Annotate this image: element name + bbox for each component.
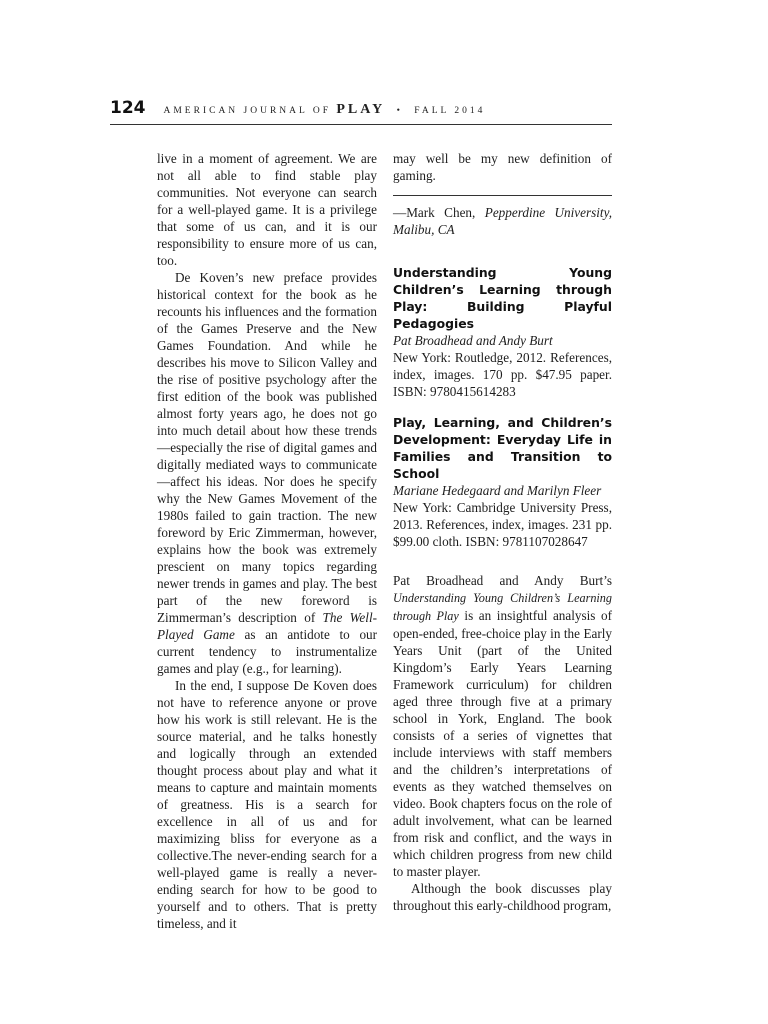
reviewer-affiliation: Pepperdine University, Malibu, CA xyxy=(393,205,612,237)
book-title: Understanding Young Children’s Learning through Play: Building Playful Pedagogies xyxy=(393,265,612,331)
running-head xyxy=(110,98,612,125)
page-number: 124 xyxy=(110,98,146,118)
book-publication: New York: Cambridge University Press, 2013. References, index, images. 231 pp. $99.00 cloth. ISBN: 9781107028647 xyxy=(393,500,612,549)
reviewed-title-reference: Understanding Young Children’s Learning through Play xyxy=(393,591,612,623)
paragraph-1: live in a moment of agreement. We are not all able to find stable play communities. Not everyone can search for a well-played game. It is a privilege that some of us can, and it is our responsibility to ensure more of us can, too. xyxy=(157,151,377,268)
paragraph-2 xyxy=(157,269,377,677)
header-separator: • xyxy=(396,106,403,116)
paragraph-2-end: as an antidote to our current tendency to instrumentalize games and play (e.g., for learning). xyxy=(157,627,378,676)
review-paragraph-2: Although the book discusses play throughout this early-childhood program, xyxy=(393,881,612,913)
book-title-reference: The Well-Played Game xyxy=(157,610,377,642)
continuation-line: may well be my new definition of gaming. xyxy=(393,151,612,183)
reviewer-name: —Mark Chen, xyxy=(393,205,476,220)
left-column xyxy=(157,150,377,932)
issue-date: FALL 2014 xyxy=(414,106,486,116)
review-body xyxy=(393,572,612,914)
paragraph-3: In the end, I suppose De Koven does not have to reference anyone or prove how his work is still relevant. He is the source material, and he talks honestly and logically through an extended thought process about play and what it means to capture and maintain moments of greatness. His is a search for excellence in all of us and for maximizing bliss for everyone as a collective.The never-ending search for a well-played game is really a never-ending search for how to be good to yourself and to others. That is pretty timeless, and it xyxy=(157,678,377,931)
book-entry-1 xyxy=(393,264,612,400)
review-p1-start: Pat Broadhead and Andy Burt’s xyxy=(393,573,612,588)
journal-title xyxy=(164,102,486,118)
journal-prefix: AMERICAN JOURNAL OF xyxy=(163,106,331,116)
book-authors: Mariane Hedegaard and Marilyn Fleer xyxy=(393,483,602,498)
review-p1-end: is an insightful analysis of open-ended, free-choice play in the Early Years Unit (part of the United Kingdom’s Early Years Learning Framework curriculum) for children aged three through five at a primary school in York, England. The book consists of a series of vignettes that include interviews with staff members and the children’s interpretations of events as they watched themselves on video. Book chapters focus on the role of adult involvement, what can be learned from risk and conflict, and the ways in which children progress from new child to master player. xyxy=(393,608,612,879)
divider xyxy=(393,195,612,196)
book-publication: New York: Routledge, 2012. References, index, images. 170 pp. $47.95 paper. ISBN: 9780415614283 xyxy=(393,350,612,399)
paragraph-2-text: De Koven’s new preface provides historical context for the book as he recounts his influences and the formation of the Games Preserve and the New Games Foundation. And while he describes his move to Silicon Valley and the rise of positive psychology after the first edition of the book was published almost forty years ago, he does not go into much detail about how these trends—especially the rise of digital games and digitally mediated ways to communicate—affect his ideas. Nor does he specify why the New Games Movement of the 1980s failed to gain traction. The new foreword by Eric Zimmerman, however, explains how the book was extremely prescient on many topics regarding newer trends in games and play. The best part of the new foreword is Zimmerman’s description of xyxy=(157,270,377,625)
reviewer-attribution xyxy=(393,204,612,238)
book-title: Play, Learning, and Children’s Development: Everyday Life in Families and Transition to School xyxy=(393,415,612,481)
right-column xyxy=(393,150,612,914)
journal-emph: PLAY xyxy=(336,102,386,117)
review-paragraph-1 xyxy=(393,572,612,880)
book-authors: Pat Broadhead and Andy Burt xyxy=(393,333,553,348)
book-entry-2 xyxy=(393,414,612,550)
